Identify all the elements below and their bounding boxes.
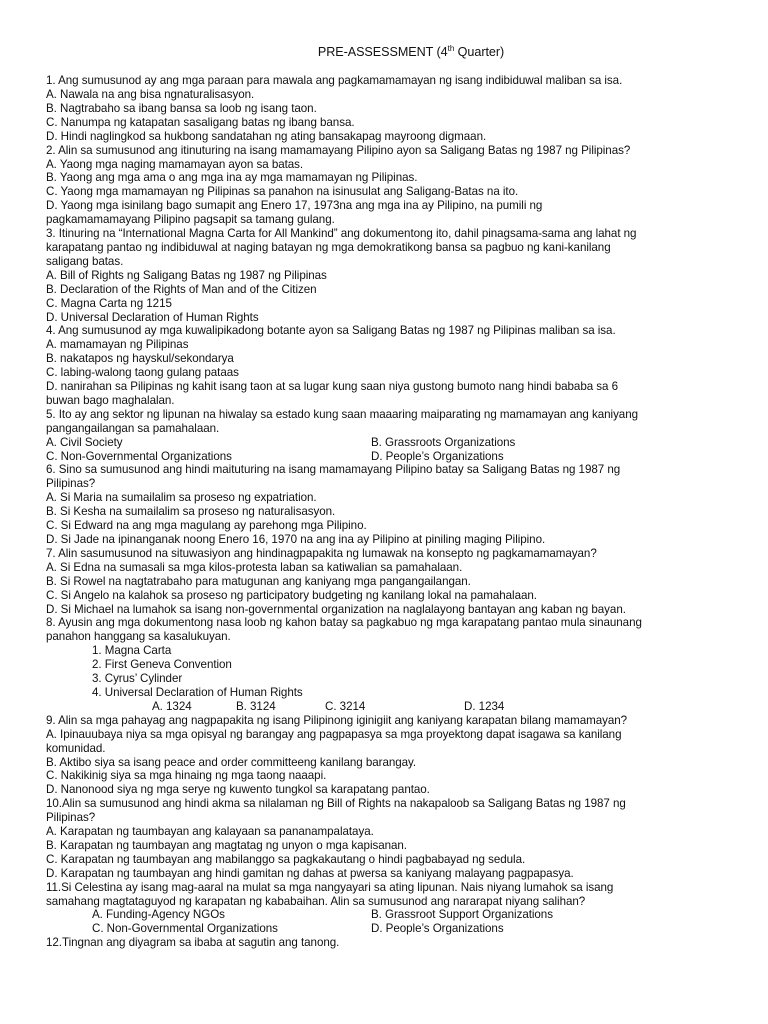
question-1-choice-c: C. Nanumpa ng katapatan sasaligang batas ng ibang bansa. (46, 115, 355, 129)
question-4-choice-a: A. mamamayan ng Pilipinas (46, 338, 189, 352)
title-superscript: th (447, 44, 455, 53)
question-1-choice-d: D. Hindi naglingkod sa hukbong sandatahan ng ating bansakapag mayroong digmaan. (46, 129, 487, 143)
question-5-choice-a: A. Civil Society (46, 435, 123, 449)
question-8-line1: 8. Ayusin ang mga dokumentong nasa loob ng kahon batay sa pagkabuo ng mga karapatang pantao mula sinaunang (46, 616, 642, 630)
question-8-choice-c: C. 3214 (325, 699, 366, 713)
question-8-line2: panahon hanggang sa kasalukuyan. (46, 630, 231, 644)
question-7-choice-d: D. Si Michael na lumahok sa isang non-governmental organization na naglalayong bantayan ang kaban ng bayan. (46, 602, 626, 616)
title-main: PRE-ASSESSMENT (4 (317, 45, 448, 60)
question-1-choice-a: A. Nawala na ang bisa ngnaturalisasyon. (46, 88, 255, 101)
question-8-item-3: 3. Cyrus’ Cylinder (92, 672, 183, 686)
question-3-line3: saligang batas. (46, 254, 124, 268)
question-3-choice-d: D. Universal Declaration of Human Rights (46, 310, 259, 324)
question-6-line2: Pilipinas? (46, 477, 96, 491)
question-8-item-1: 1. Magna Carta (92, 644, 172, 658)
question-6-line1: 6. Sino sa sumusunod ang hindi maituturing na isang mamamayang Pilipino batay sa Saligang Batas ng 1987 ng (46, 463, 621, 477)
question-11-choice-d: D. People’s Organizations (371, 922, 504, 936)
question-2-choice-b: B. Yaong ang mga ama o ang mga ina ay mga mamamayan ng Pilipinas. (46, 171, 418, 185)
question-7: 7. Alin sasumusunod na situwasiyon ang hindinagpapakita ng lumawak na konsepto ng pagkamamamayan? (46, 546, 597, 560)
question-11-choice-a: A. Funding-Agency NGOs (92, 908, 225, 922)
question-1-choice-b: B. Nagtrabaho sa ibang bansa sa loob ng isang taon. (46, 101, 317, 115)
question-5-choices (46, 436, 736, 464)
question-3-choice-a: A. Bill of Rights ng Saligang Batas ng 1987 ng Pilipinas (46, 268, 327, 282)
question-2-choice-d-line1: D. Yaong mga isinilang bago sumapit ang Enero 17, 1973na ang mga ina ay Pilipino, na pumili ng (46, 199, 543, 213)
question-11-choice-b: B. Grassroot Support Organizations (371, 908, 553, 922)
question-11-line1: 11.Si Celestina ay isang mag-aaral na mulat sa mga nangyayari sa ating lipunan. Nais niyang lumahok sa isang (46, 880, 614, 894)
question-2-choice-c: C. Yaong mga mamamayan ng Pilipinas sa panahon na isinusulat ang Saligang-Batas na ito. (46, 185, 519, 199)
question-6-choice-a: A. Si Maria na sumailalim sa proseso ng expatriation. (46, 491, 317, 505)
question-8-item-2: 2. First Geneva Convention (92, 658, 232, 672)
question-11-choice-c: C. Non-Governmental Organizations (92, 922, 278, 936)
question-8-choices (46, 700, 736, 714)
question-3-line1: 3. Itinuring na “International Magna Carta for All Mankind” ang dokumentong ito, dahil pinagsama-sama ang lahat ng (46, 227, 637, 241)
question-10-choice-c: C. Karapatan ng taumbayan ang mabilanggo sa pagkakautang o hindi pagbabayad ng sedula. (46, 852, 526, 866)
question-9: 9. Alin sa mga pahayag ang nagpapakita ng isang Pilipinong iginigiit ang kaniyang karapatan bilang mamamayan? (46, 713, 628, 727)
question-3-choice-b: B. Declaration of the Rights of Man and of the Citizen (46, 282, 317, 296)
question-4-choice-c: C. labing-walong taong gulang pataas (46, 366, 239, 380)
question-12: 12.Tingnan ang diyagram sa ibaba at sagutin ang tanong. (46, 936, 340, 950)
title-end: Quarter) (454, 45, 505, 60)
question-4-choice-d-line2: buwan bago maghalalan. (46, 393, 175, 407)
question-9-choice-c: C. Nakikinig siya sa mga hinaing ng mga taong naaapi. (46, 769, 327, 783)
question-10-choice-d: D. Karapatan ng taumbayan ang hindi gamitan ng dahas at pwersa sa kaniyang malayang pagpapasya. (46, 866, 574, 880)
question-8-choice-a: A. 1324 (152, 699, 192, 713)
question-9-choice-d: D. Nanonood siya ng mga serye ng kuwento tungkol sa karapatang pantao. (46, 783, 430, 797)
question-4-choice-b: B. nakatapos ng hayskul/sekondarya (46, 352, 234, 366)
question-11-choices (46, 908, 736, 936)
question-2-choice-a: A. Yaong mga naging mamamayan ayon sa batas. (46, 157, 304, 171)
question-10-line2: Pilipinas? (46, 811, 96, 825)
question-9-choice-a-line1: A. Ipinauubaya niya sa mga opisyal ng barangay ang pagpapasya sa mga proyektong dapat isagawa sa kanilang (46, 727, 622, 741)
question-6-choice-b: B. Si Kesha na sumailalim sa proseso ng naturalisasyon. (46, 505, 336, 519)
assessment-document (46, 42, 736, 950)
question-4-choice-d-line1: D. nanirahan sa Pilipinas ng kahit isang taon at sa lugar kung saan niya gustong bumoto nang hindi bababa sa 6 (46, 380, 619, 394)
question-5-line1: 5. Ito ay ang sektor ng lipunan na hiwalay sa estado kung saan maaaring maiparating ng mamamayan ang kaniyang (46, 407, 639, 421)
question-8-choice-d: D. 1234 (464, 699, 505, 713)
question-9-choice-b: B. Aktibo siya sa isang peace and order committeeng kanilang barangay. (46, 755, 417, 769)
question-2: 2. Alin sa sumusunod ang itinuturing na isang mamamayang Pilipino ayon sa Saligang Batas ng 1987 ng Pilipinas? (46, 143, 631, 157)
question-4: 4. Ang sumusunod ay mga kuwalipikadong botante ayon sa Saligang Batas ng 1987 ng Pilipinas maliban sa isa. (46, 324, 616, 338)
question-6-choice-d: D. Si Jade na ipinanganak noong Enero 16, 1970 na ang ina ay Pilipino at piniling maging Pilipino. (46, 533, 546, 546)
question-5-choice-c: C. Non-Governmental Organizations (46, 449, 232, 463)
question-10-choice-a: A. Karapatan ng taumbayan ang kalayaan sa pananampalataya. (46, 825, 374, 839)
question-7-choice-c: C. Si Angelo na kalahok sa proseso ng participatory budgeting ng kanilang lokal na pamahalaan. (46, 588, 537, 602)
page-title (86, 42, 736, 60)
question-10-line1: 10.Alin sa sumusunod ang hindi akma sa nilalaman ng Bill of Rights na nakapaloob sa Saligang Batas ng 1987 ng (46, 797, 626, 811)
question-5-choice-d: D. People’s Organizations (371, 449, 504, 463)
question-9-choice-a-line2: komunidad. (46, 741, 106, 755)
question-8-choice-b: B. 3124 (236, 699, 276, 713)
question-5-line2: pangangailangan sa pamahalaan. (46, 421, 220, 435)
question-11-line2: samahang magtataguyod ng karapatan ng kababaihan. Alin sa sumusunod ang nararapat niyang salihan? (46, 894, 586, 908)
question-1: 1. Ang sumusunod ay ang mga paraan para mawala ang pagkamamamayan ng isang indibiduwal maliban sa isa. (46, 74, 623, 88)
question-7-choice-b: B. Si Rowel na nagtatrabaho para matugunan ang kaniyang mga pangangailangan. (46, 574, 471, 588)
question-6-choice-c: C. Si Edward na ang mga magulang ay parehong mga Pilipino. (46, 519, 367, 533)
question-5-choice-b: B. Grassroots Organizations (371, 435, 516, 449)
question-3-line2: karapatang pantao ng indibiduwal at naging batayan ng mga demokratikong bansa sa pagbuo ng kani-kanilang (46, 240, 611, 254)
question-3-choice-c: C. Magna Carta ng 1215 (46, 296, 172, 310)
question-10-choice-b: B. Karapatan ng taumbayan ang magtatag ng unyon o mga kapisanan. (46, 838, 407, 852)
question-8-item-4: 4. Universal Declaration of Human Rights (92, 685, 303, 699)
question-2-choice-d-line2: pagkamamamayang Pilipino pagsapit sa tamang gulang. (46, 213, 335, 227)
question-7-choice-a: A. Si Edna na sumasali sa mga kilos-protesta laban sa katiwalian sa pamahalaan. (46, 560, 463, 574)
